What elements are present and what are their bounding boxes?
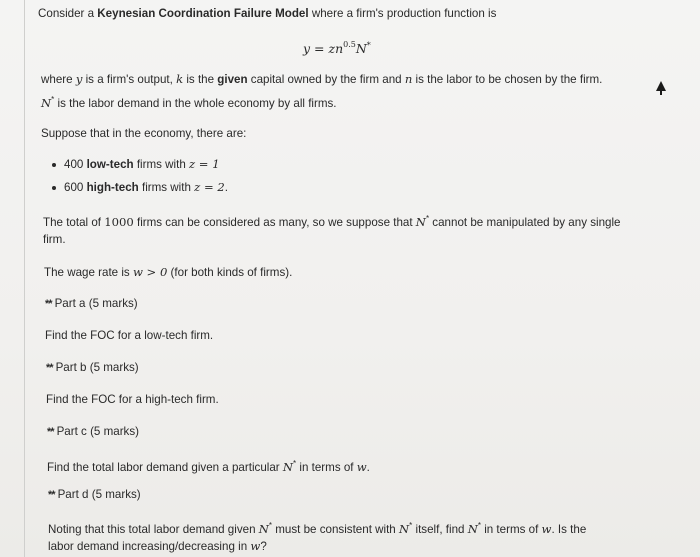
var-n: n [404,72,413,86]
bullet-dot [52,163,56,167]
var-w: w [250,539,261,553]
intro-text-end: where a firm's production function is [308,7,497,20]
question-text: itself, find [412,523,468,536]
part-a-heading [45,297,138,311]
wage-line [44,265,292,280]
question-text: labor demand increasing/decreasing in [48,540,251,553]
question-text: . Is the [551,523,587,536]
question-text: must be consistent with [272,523,399,536]
model-name: Keynesian Coordination Failure Model [97,7,309,20]
var-N: N [41,96,52,110]
var-y: y [75,72,83,86]
part-title: Part d (5 marks) [57,488,141,501]
eq-star: * [366,41,371,50]
star: * [51,95,55,104]
stars: ** [48,489,55,501]
suppose-line: Suppose that in the economy, there are: [41,127,247,140]
where-text: where [41,73,76,86]
part-c-question [47,457,370,475]
total-text: The total of [43,216,105,229]
star: * [425,214,430,223]
bullet-low-tech [64,157,220,172]
question-text: in terms of [296,461,357,474]
where-text: is the labor demand in the whole economy by all firms. [54,97,337,110]
var-N: N [398,522,410,536]
star: * [293,459,297,468]
bullet-end: . [224,181,228,194]
where-line-2 [41,93,337,111]
bullet-math: z = 2 [194,180,225,194]
bullet-bold: low-tech [86,158,134,171]
eq-exponent: 0.5 [343,40,356,49]
bullet-text: 400 [64,158,87,171]
stars: ** [46,362,53,374]
where-bold: given [217,73,248,86]
wage-math: w > 0 [132,265,168,279]
where-text: is the [183,73,218,86]
mouse-cursor-icon [656,81,666,91]
bullet-high-tech [64,180,228,195]
bullet-math: z = 1 [189,157,220,171]
bullet-text: firms with [133,158,190,171]
star: * [477,521,481,530]
part-a-question: Find the FOC for a low-tech firm. [45,329,214,342]
var-k: k [176,72,184,86]
bullet-text: firms with [138,181,195,194]
stars: ** [45,298,52,310]
total-text: firms can be considered as many, so we suppose that [133,216,416,229]
question-text: in terms of [480,523,542,536]
total-text: cannot be manipulated by any single [429,216,621,229]
part-d-question-line-2 [48,539,267,554]
var-N: N [282,460,294,474]
var-N: N [415,215,426,229]
part-b-heading [46,361,139,375]
eq-rhs: N [355,41,367,56]
var-w: w [356,460,367,474]
bullet-text: 600 [64,181,87,194]
part-title: Part b (5 marks) [55,361,139,374]
question-text: Noting that this total labor demand given [48,523,259,536]
part-d-heading [48,488,141,502]
question-text: . [366,461,370,474]
where-line-1 [41,72,602,87]
eq-lhs: y = zn [303,41,344,56]
wage-text: The wage rate is [44,266,133,279]
bullet-dot [52,186,56,190]
star: * [268,521,273,530]
total-line-1 [43,212,621,230]
star: * [409,521,413,530]
question-text: Find the total labor demand given a particular [47,461,283,474]
production-equation [303,38,371,56]
question-text: ? [260,540,267,553]
part-title: Part c (5 marks) [56,425,140,438]
part-b-question: Find the FOC for a high-tech firm. [46,393,219,406]
var-N: N [467,522,478,536]
intro-line [38,7,496,21]
where-text: capital owned by the firm and [247,73,405,86]
intro-text: Consider a [38,7,98,20]
where-text: is a firm's output, [82,73,177,86]
bullet-bold: high-tech [86,181,139,194]
total-num: 1000 [104,215,134,229]
var-w: w [541,522,552,536]
var-N: N [258,522,269,536]
where-text: is the labor to be chosen by the firm. [412,73,603,86]
part-d-question-line-1 [48,519,586,537]
part-c-heading [47,425,139,439]
stars: ** [47,426,54,438]
wage-text: (for both kinds of firms). [167,266,293,279]
total-line-2: firm. [43,233,66,246]
card-border [24,0,25,557]
part-title: Part a (5 marks) [54,297,138,310]
